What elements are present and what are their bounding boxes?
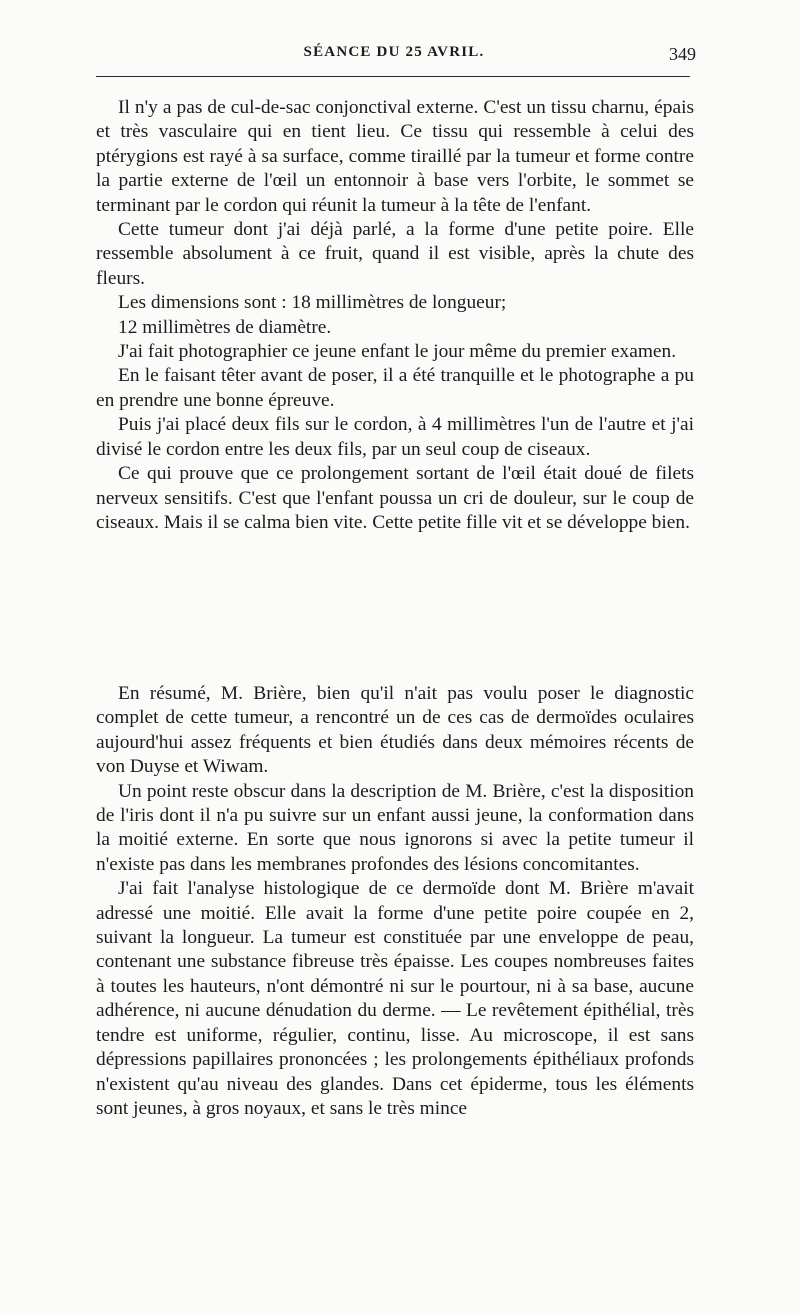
text-block-case-report [96,96,694,535]
paragraph: En résumé, M. Brière, bien qu'il n'ait pas voulu poser le diagnostic complet de cette tumeur, a rencontré un de ces cas de dermoïdes oculaires aujourd'hui assez fréquents et bien étudiés dans deux mémoires récents de von Duyse et Wiwam. [96,683,694,778]
running-head [92,44,696,72]
header-rule [96,76,690,77]
paragraph: Ce qui prouve que ce prolongement sortant de l'œil était doué de filets nerveux sensitifs. C'est que l'enfant poussa un cri de douleur, sur le coup de ciseaux. Mais il se calma bien vite. Cette petite fille vit et se développe bien. [96,463,694,533]
paragraph: J'ai fait photographier ce jeune enfant le jour même du premier examen. [118,341,677,363]
paragraph: Il n'y a pas de cul-de-sac conjonctival externe. C'est un tissu charnu, épais et très vasculaire qui en tient lieu. Ce tissu qui ressemble à celui des ptérygions est rayé à sa surface, comme tiraillé par la tumeur et forme contre la partie externe de l'œil un entonnoir à base vers l'orbite, le sommet se terminant par le cordon qui réunit la tumeur à la tête de l'enfant. [96,97,694,216]
paragraph: Les dimensions sont : 18 millimètres de longueur; [118,292,507,314]
page-number: 349 [669,44,696,64]
paragraph: J'ai fait l'analyse histologique de ce dermoïde dont M. Brière m'avait adressé une moitié. Elle avait la forme d'une petite poire coupée en 2, suivant la longueur. La tumeur est constituée par une enveloppe de peau, contenant une substance fibreuse très épaisse. Les coupes nombreuses faites à toutes les hauteurs, n'ont démontré ni sur le pourtour, ni à sa base, aucune adhérence, ni aucune dénudation du derme. — Le revêtement épithélial, très tendre est uniforme, régulier, continu, lisse. Au microscope, il est sans dépressions papillaires prononcées ; les prolongements épithéliaux profonds n'existent qu'au niveau des glandes. Dans cet épiderme, tous les éléments sont jeunes, à gros noyaux, et sans le très mince [96,878,694,1119]
paragraph: 12 millimètres de diamètre. [118,316,332,338]
paragraph: Cette tumeur dont j'ai déjà parlé, a la forme d'une petite poire. Elle ressemble absolument à ce fruit, quand il est visible, après la chute des fleurs. [96,219,694,289]
paragraph: Puis j'ai placé deux fils sur le cordon, à 4 millimètres l'un de l'autre et j'ai divisé le cordon entre les deux fils, par un seul coup de ciseaux. [96,414,694,460]
running-title: SÉANCE DU 25 AVRIL. [303,44,485,60]
text-block-summary [96,682,694,1121]
paragraph: En le faisant têter avant de poser, il a été tranquille et le photographe a pu en prendre une bonne épreuve. [96,365,694,411]
paragraph: Un point reste obscur dans la description de M. Brière, c'est la disposition de l'iris dont il n'a pu suivre sur un enfant aussi jeune, la conformation dans la moitié externe. En sorte que nous ignorons si avec la petite tumeur il n'existe pas dans les membranes profondes des lésions concomitantes. [96,780,694,875]
